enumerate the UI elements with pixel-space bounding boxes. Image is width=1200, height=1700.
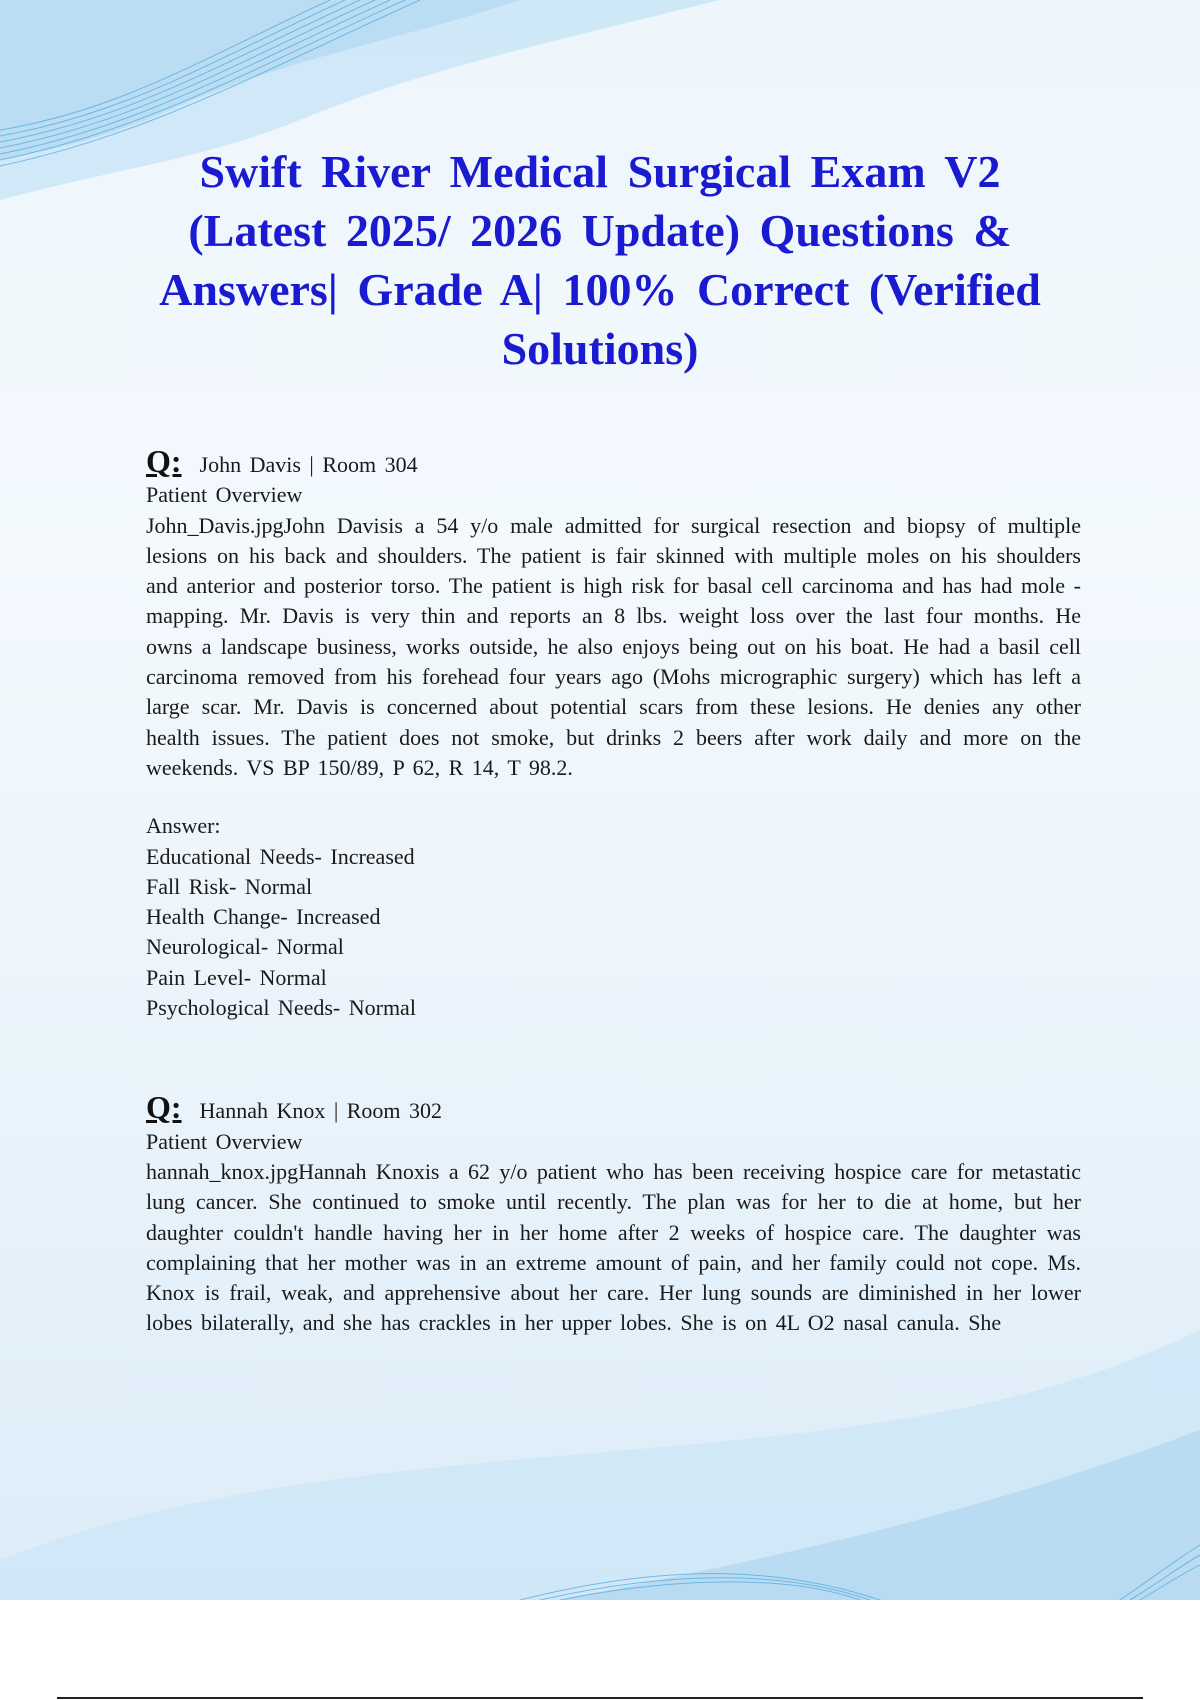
question-header [146, 443, 1081, 480]
question-label: Q: [146, 1089, 182, 1126]
question-list [146, 443, 1081, 1339]
footer-divider [57, 1697, 1143, 1699]
section-heading: Patient Overview [146, 482, 303, 508]
question-item [146, 443, 1081, 1023]
answer-block [146, 811, 1081, 1023]
answer-item: Educational Needs- Increased [146, 843, 415, 869]
document-title: Swift River Medical Surgical Exam V2 (Latest 2025/ 2026 Update) Questions & Answers| Grade A| 100% Correct (Verified Solutions) [159, 146, 1041, 374]
answer-label: Answer: [146, 813, 221, 839]
answer-item: Psychological Needs- Normal [146, 995, 416, 1021]
question-heading: John Davis | Room 304 [199, 452, 418, 477]
question-heading: Hannah Knox | Room 302 [199, 1098, 443, 1124]
question-header [146, 1089, 1081, 1126]
answer-item: Health Change- Increased [146, 904, 381, 930]
question-item [146, 1089, 1081, 1338]
answer-list [146, 842, 1081, 1024]
answer-item: Fall Risk- Normal [146, 873, 313, 899]
answer-item: Pain Level- Normal [146, 964, 327, 990]
section-heading: Patient Overview [146, 1128, 303, 1154]
patient-overview-text: hannah_knox.jpgHannah Knoxis a 62 y/o patient who has been receiving hospice care for metastatic lung cancer. She continued to smoke until recently. The plan was for her to die at home, but her daughter couldn't handle having her in her home after 2 weeks of hospice care. The daughter was complaining that her mother was in an extreme amount of pain, and her family could not cope. Ms. Knox is frail, weak, and apprehensive about her care. Her lung sounds are diminished in her lower lobes bilaterally, and she has crackles in her upper lobes. She is on 4L O2 nasal canula. She [146, 1158, 1081, 1336]
answer-item: Neurological- Normal [146, 934, 344, 960]
patient-overview-text: John_Davis.jpgJohn Davisis a 54 y/o male admitted for surgical resection and biopsy of multiple lesions on his back and shoulders. The patient is fair skinned with multiple moles on his shoulders and anterior and posterior torso. The patient is high risk for basal cell carcinoma and has had mole - mapping. Mr. Davis is very thin and reports an 8 lbs. weight loss over the last four months. He owns a landscape business, works outside, he also enjoys being out on his boat. He had a basil cell carcinoma removed from his forehead four years ago (Mohs micrographic surgery) which has left a large scar. Mr. Davis is concerned about potential scars from these lesions. He denies any other health issues. The patient does not smoke, but drinks 2 beers after work daily and more on the weekends. VS BP 150/89, P 62, R 14, T 98.2. [146, 512, 1081, 780]
question-label: Q: [146, 443, 182, 479]
